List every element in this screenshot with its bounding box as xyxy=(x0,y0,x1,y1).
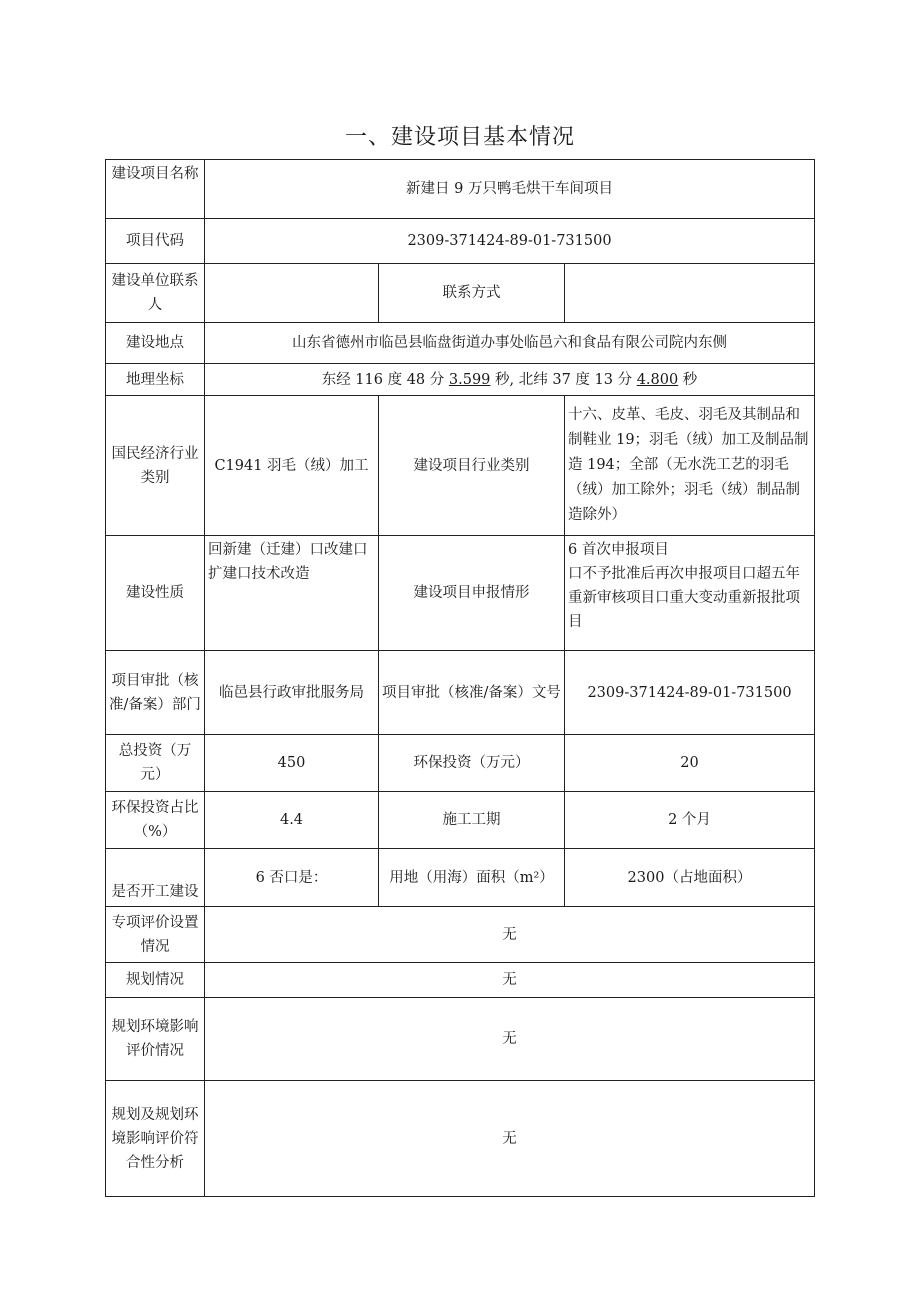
label-project-industry: 建设项目行业类别 xyxy=(379,396,565,536)
label-total-investment: 总投资（万元） xyxy=(106,735,205,792)
value-approval-number: 2309-371424-89-01-731500 xyxy=(565,651,815,735)
row-project-name xyxy=(106,160,815,219)
value-coordinates xyxy=(205,364,815,396)
project-info-table xyxy=(105,159,815,1197)
label-special-eval: 专项评价设置情况 xyxy=(106,907,205,963)
value-contact-method xyxy=(565,264,815,323)
value-project-industry: 十六、皮革、毛皮、羽毛及其制品和制鞋业 19；羽毛（绒）加工及制品制造 194；全部（无水洗工艺的羽毛（绒）加工除外；羽毛（绒）制品制造除外） xyxy=(565,396,815,536)
label-conformity: 规划及规划环境影响评价符合性分析 xyxy=(106,1081,205,1197)
label-started: 是否开工建设 xyxy=(106,849,205,907)
value-contact-person xyxy=(205,264,379,323)
value-special-eval: 无 xyxy=(205,907,815,963)
row-nature xyxy=(106,536,815,651)
value-project-code: 2309-371424-89-01-731500 xyxy=(205,219,815,264)
label-contact-method: 联系方式 xyxy=(379,264,565,323)
value-planning-env: 无 xyxy=(205,998,815,1081)
row-investment xyxy=(106,735,815,792)
value-approval-dept: 临邑县行政审批服务局 xyxy=(205,651,379,735)
value-construction-nature: 回新建（迁建）口改建口扩建口技术改造 xyxy=(205,536,379,651)
value-planning: 无 xyxy=(205,963,815,998)
label-approval-dept: 项目审批（核准/备案）部门 xyxy=(106,651,205,735)
row-industry xyxy=(106,396,815,536)
value-land-area: 2300（占地面积） xyxy=(565,849,815,907)
row-project-code xyxy=(106,219,815,264)
coord-east-seconds: 3.599 xyxy=(448,371,491,388)
label-land-area: 用地（用海）面积（m²） xyxy=(379,849,565,907)
coord-east-prefix: 东经 116 度 48 分 xyxy=(321,371,449,388)
value-industry-category: C1941 羽毛（绒）加工 xyxy=(205,396,379,536)
value-construction-period: 2 个月 xyxy=(565,792,815,849)
label-project-name: 建设项目名称 xyxy=(106,160,205,219)
row-conformity xyxy=(106,1081,815,1197)
row-contact xyxy=(106,264,815,323)
label-construction-period: 施工工期 xyxy=(379,792,565,849)
row-coordinates xyxy=(106,364,815,396)
label-env-ratio: 环保投资占比（%） xyxy=(106,792,205,849)
coord-suffix: 秒 xyxy=(678,371,698,388)
row-env-ratio xyxy=(106,792,815,849)
row-special-eval xyxy=(106,907,815,963)
row-approval xyxy=(106,651,815,735)
value-location: 山东省德州市临邑县临盘街道办事处临邑六和食品有限公司院内东侧 xyxy=(205,323,815,364)
row-planning-env xyxy=(106,998,815,1081)
row-started xyxy=(106,849,815,907)
label-project-code: 项目代码 xyxy=(106,219,205,264)
label-location: 建设地点 xyxy=(106,323,205,364)
label-construction-nature: 建设性质 xyxy=(106,536,205,651)
label-env-investment: 环保投资（万元） xyxy=(379,735,565,792)
label-planning-env: 规划环境影响评价情况 xyxy=(106,998,205,1081)
coord-north-seconds: 4.800 xyxy=(636,371,679,388)
coord-north-prefix: 秒, 北纬 37 度 13 分 xyxy=(490,371,637,388)
value-started: 6 否口是： xyxy=(205,849,379,907)
row-location xyxy=(106,323,815,364)
label-contact-person: 建设单位联系人 xyxy=(106,264,205,323)
document-title: 一、建设项目基本情况 xyxy=(344,125,575,150)
value-declaration: 6 首次申报项目 口不予批准后再次申报项目口超五年重新审核项目口重大变动重新报批项目 xyxy=(565,536,815,651)
label-industry-category: 国民经济行业类别 xyxy=(106,396,205,536)
value-env-investment: 20 xyxy=(565,735,815,792)
value-conformity: 无 xyxy=(205,1081,815,1197)
label-approval-number: 项目审批（核准/备案）文号 xyxy=(379,651,565,735)
label-declaration: 建设项目申报情形 xyxy=(379,536,565,651)
row-planning xyxy=(106,963,815,998)
label-coordinates: 地理坐标 xyxy=(106,364,205,396)
value-total-investment: 450 xyxy=(205,735,379,792)
value-env-ratio: 4.4 xyxy=(205,792,379,849)
value-project-name: 新建日 9 万只鸭毛烘干车间项目 xyxy=(205,160,815,219)
label-planning: 规划情况 xyxy=(106,963,205,998)
